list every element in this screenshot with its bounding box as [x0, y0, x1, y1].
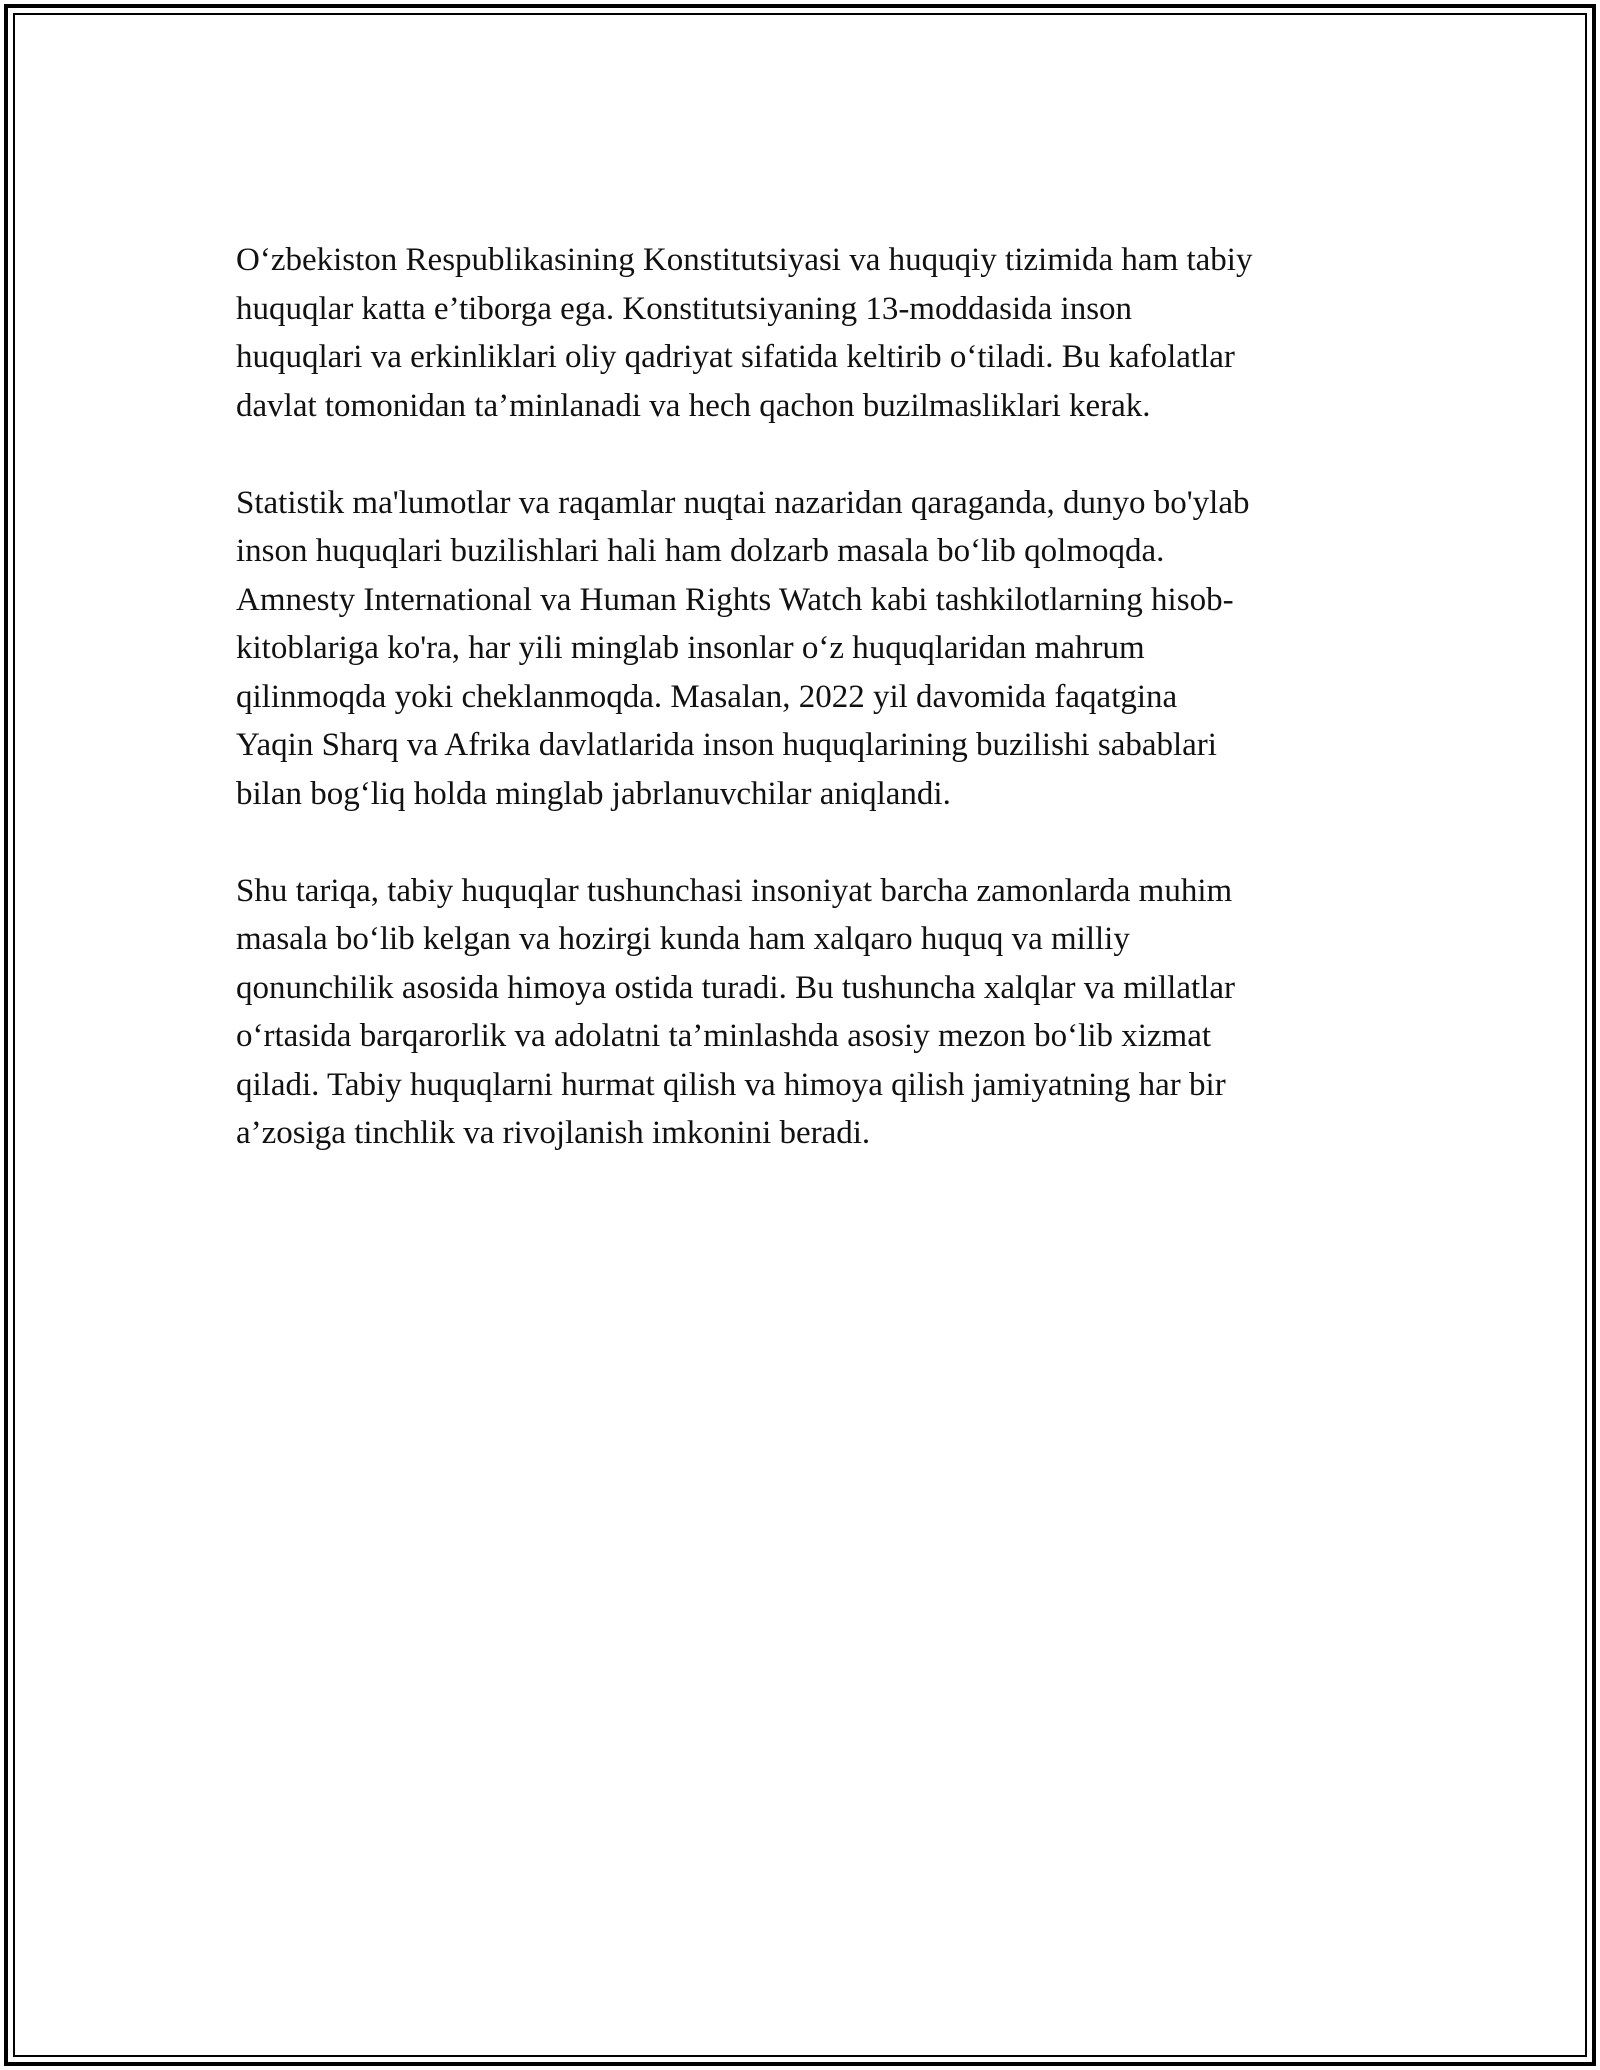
paragraph-3: Shu tariqa, tabiy huquqlar tushunchasi insoniyat barcha zamonlarda muhim masala bo‘lib kelgan va hozirgi kunda ham xalqaro huquq va milliy qonunchilik asosida himoya ostida turadi. Bu tushuncha xalqlar va millatlar o‘rtasida barqarorlik va adolatni ta’minlashda asosiy mezon bo‘lib xizmat qiladi. Tabiy huquqlarni hurmat qilish va himoya qilish jamiyatning har bir a’zosiga tinchlik va rivojlanish imkonini beradi.	[236, 872, 1235, 1151]
document-body	[236, 236, 1386, 1206]
paragraph-1: O‘zbekiston Respublikasining Konstitutsiyasi va huquqiy tizimida ham tabiy huquqlar katta e’tiborga ega. Konstitutsiyaning 13-moddasida inson huquqlari va erkinliklari oliy qadriyat sifatida keltirib o‘tiladi. Bu kafolatlar davlat tomonidan ta’minlanadi va hech qachon buzilmasliklari kerak.	[236, 242, 1253, 424]
paragraph-2: Statistik ma'lumotlar va raqamlar nuqtai nazaridan qaraganda, dunyo bo'ylab inson huquqlari buzilishlari hali ham dolzarb masala bo‘lib qolmoqda. Amnesty International va Human Rights Watch kabi tashkilotlarning hisob- kitoblariga ko'ra, har yili minglab insonlar o‘z huquqlaridan mahrum qilinmoqda yoki cheklanmoqda. Masalan, 2022 yil davomida faqatgina Yaqin Sharq va Afrika davlatlarida inson huquqlarining buzilishi sabablari bilan bog‘liq holda minglab jabrlanuvchilar aniqlandi.	[236, 484, 1250, 812]
